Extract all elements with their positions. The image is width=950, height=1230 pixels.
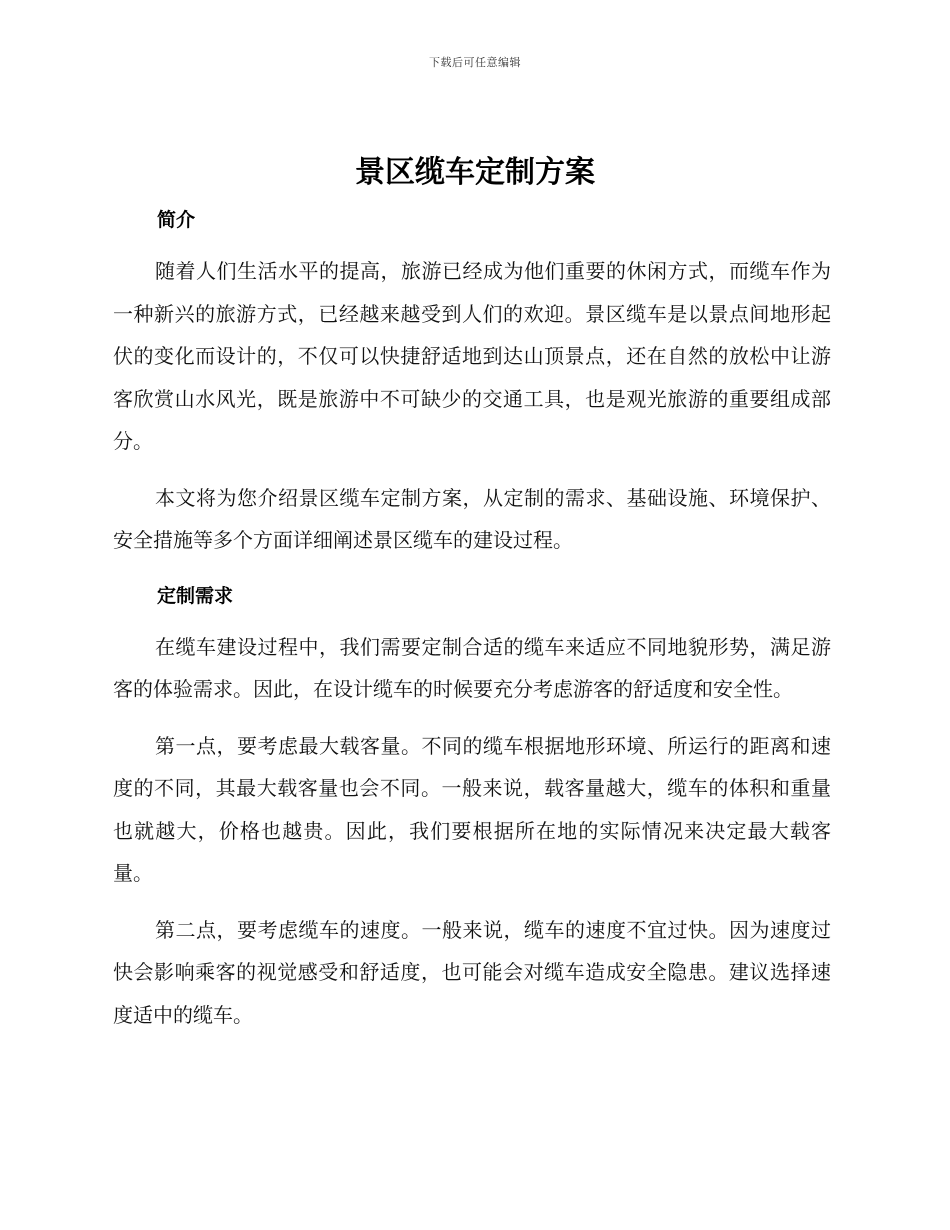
header-note: 下载后可任意编辑 [429, 56, 521, 69]
document-body [113, 200, 831, 1050]
section-heading-intro: 简介 [157, 209, 196, 231]
paragraph: 在缆车建设过程中，我们需要定制合适的缆车来适应不同地貌形势，满足游客的体验需求。因此，在设计缆车的时候要充分考虑游客的舒适度和安全性。 [113, 634, 831, 701]
paragraph: 随着人们生活水平的提高，旅游已经成为他们重要的休闲方式，而缆车作为一种新兴的旅游方式，已经越来越受到人们的欢迎。景区缆车是以景点间地形起伏的变化而设计的，不仅可以快捷舒适地到达山顶景点，还在自然的放松中让游客欣赏山水风光，既是旅游中不可缺少的交通工具，也是观光旅游的重要组成部分。 [113, 259, 831, 453]
section-intro [113, 200, 831, 562]
paragraph: 本文将为您介绍景区缆车定制方案，从定制的需求、基础设施、环境保护、安全措施等多个方面详细阐述景区缆车的建设过程。 [113, 485, 831, 552]
section-heading-requirements: 定制需求 [157, 584, 234, 607]
section-requirements [113, 576, 831, 1037]
paragraph: 第二点，要考虑缆车的速度。一般来说，缆车的速度不宜过快。因为速度过快会影响乘客的视觉感受和舒适度，也可能会对缆车造成安全隐患。建议选择速度适中的缆车。 [113, 917, 831, 1027]
paragraph: 第一点，要考虑最大载客量。不同的缆车根据地形环境、所运行的距离和速度的不同，其最大载客量也会不同。一般来说，载客量越大，缆车的体积和重量也就越大，价格也越贵。因此，我们要根据所在地的实际情况来决定最大载客量。 [113, 733, 831, 885]
document-title: 景区缆车定制方案 [355, 155, 595, 190]
